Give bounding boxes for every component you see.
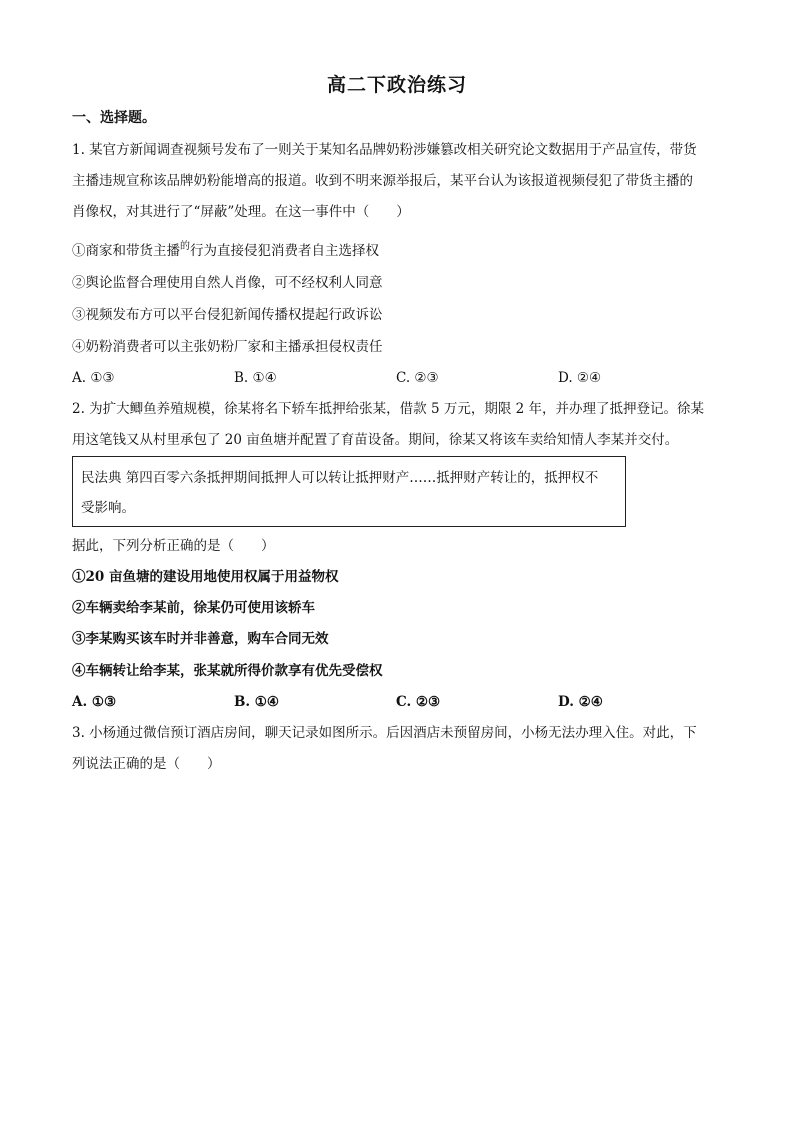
q1-option-d: D. ②④: [558, 370, 602, 386]
q2-statement-4: ④车辆转让给李某，张某就所得价款享有优先受偿权: [72, 663, 383, 679]
q1-option-a: A. ①③: [72, 370, 115, 386]
q2-option-c: C. ②③: [396, 694, 441, 710]
q2-option-a: A. ①③: [72, 694, 117, 710]
q1-statement-1-part-b: 行为直接侵犯消费者自主选择权: [190, 243, 379, 259]
q3-stem-line-2: 列说法正确的是（ ）: [72, 756, 221, 772]
q1-stem-line-3: 肖像权，对其进行了“屏蔽”处理。在这一事件中（ ）: [72, 204, 410, 220]
quote-line-2: 受影响。: [81, 500, 135, 516]
q1-statement-1-part-a: ①商家和带货主播: [72, 243, 180, 259]
civil-code-quote-box: [72, 456, 626, 527]
q1-statement-3: ③视频发布方可以平台侵犯新闻传播权提起行政诉讼: [72, 307, 383, 323]
q1-option-c: C. ②③: [396, 370, 439, 386]
q2-statement-3: ③李某购买该车时并非善意，购车合同无效: [72, 631, 329, 647]
q1-statement-1-sup: 的: [180, 241, 190, 252]
q2-option-d: D. ②④: [558, 694, 603, 710]
q2-stem-line-2: 用这笔钱又从村里承包了 20 亩鱼塘并配置了育苗设备。期间，徐某又将该车卖给知情人李某并交付。: [72, 432, 679, 448]
q1-statement-4: ④奶粉消费者可以主张奶粉厂家和主播承担侵权责任: [72, 339, 383, 355]
q1-stem-line-2: 主播违规宣称该品牌奶粉能增高的报道。收到不明来源举报后，某平台认为该报道视频侵犯了带货主播的: [72, 173, 693, 189]
quote-line-1: 民法典 第四百零六条抵押期间抵押人可以转让抵押财产……抵押财产转让的，抵押权不: [81, 470, 599, 486]
q2-question: 据此，下列分析正确的是（ ）: [72, 538, 275, 554]
q1-stem-line-1: 1. 某官方新闻调查视频号发布了一则关于某知名品牌奶粉涉嫌篡改相关研究论文数据用于产品宣传，带货: [72, 142, 697, 158]
q2-statement-1: ①20 亩鱼塘的建设用地使用权属于用益物权: [72, 569, 339, 585]
section-heading: 一、选择题。: [72, 110, 156, 126]
q2-option-b: B. ①④: [234, 694, 280, 710]
q1-statement-1: [72, 241, 722, 263]
page-title: 高二下政治练习: [326, 74, 467, 96]
q1-option-b: B. ①④: [234, 370, 277, 386]
q2-stem-line-1: 2. 为扩大鲫鱼养殖规模，徐某将名下轿车抵押给张某，借款 5 万元，期限 2 年，并办理了抵押登记。徐某: [72, 401, 705, 417]
q1-statement-2: ②舆论监督合理使用自然人肖像，可不经权利人同意: [72, 275, 383, 291]
q3-stem-line-1: 3. 小杨通过微信预订酒店房间，聊天记录如图所示。后因酒店未预留房间，小杨无法办理入住。对此，下: [72, 725, 697, 741]
q2-statement-2: ②车辆卖给李某前，徐某仍可使用该轿车: [72, 600, 315, 616]
